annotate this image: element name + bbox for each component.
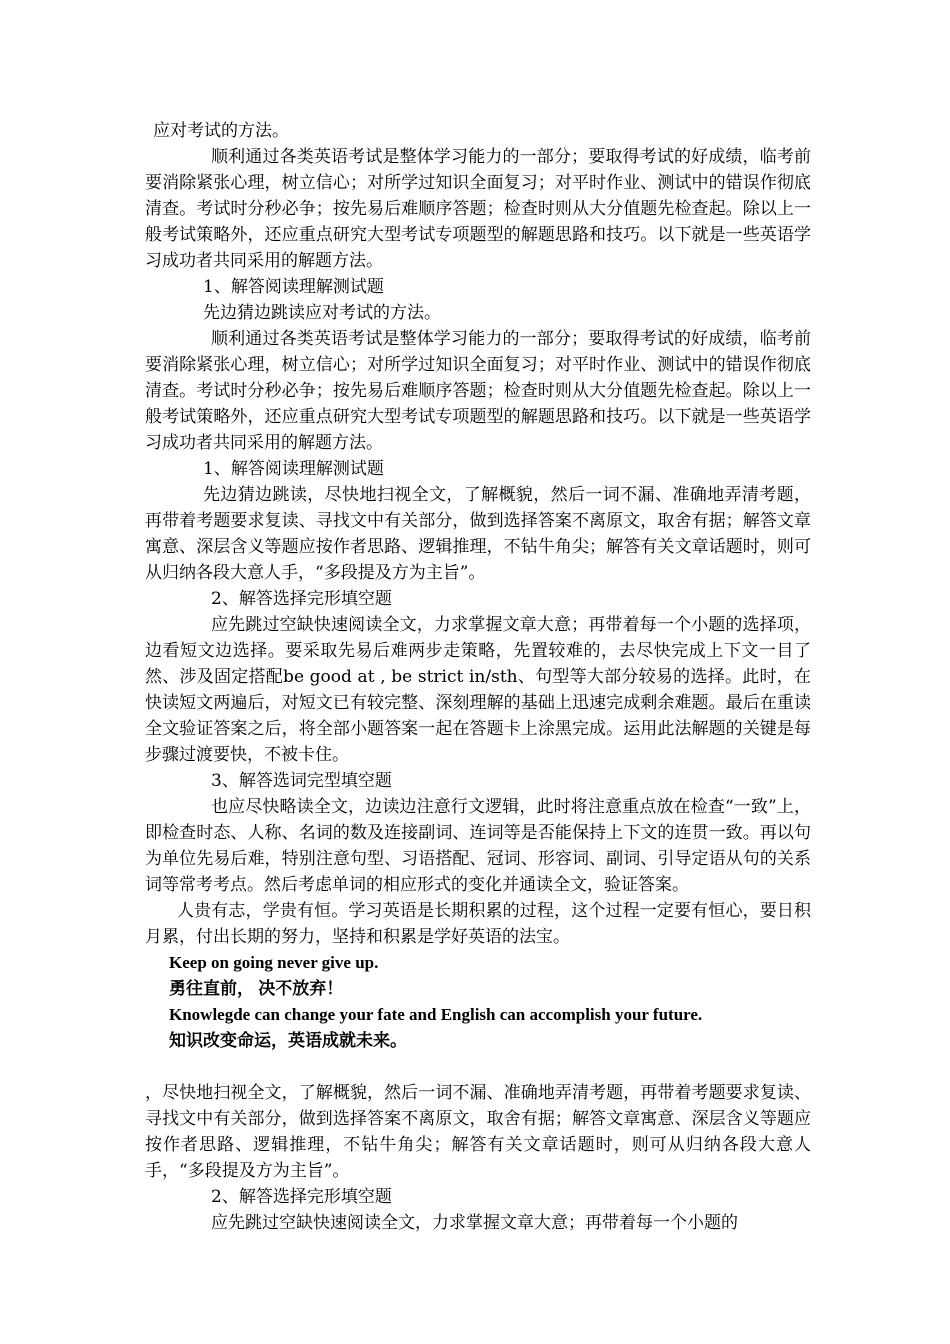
paragraph-9: 应先跳过空缺快速阅读全文，力求掌握文章大意；再带着每一个小题的选择项，边看短文边选择。要采取先易后难两步走策略，先置较难的，去尽快完成上下文一目了然、涉及固定搭配be good at , be strict in/sth、句型等大部分较易的选择。此时，在快读短文两遍后，对短文已有较完整、深刻理解的基础上迅速完成剩余难题。最后在重读全文验证答案之后，将全部小题答案一起在答题卡上涂黑完成。运用此法解题的关键是每步骤过渡要快，不被卡住。 (145, 615, 811, 765)
paragraph-15: 应先跳过空缺快速阅读全文，力求掌握文章大意；再带着每一个小题的 (211, 1213, 738, 1233)
paragraph-1: 应对考试的方法。 (153, 121, 289, 141)
heading-reading-2: 1、解答阅读理解测试题 (203, 459, 384, 479)
motto-chinese-1: 勇往直前， 决不放弃！ (169, 979, 344, 998)
paragraph-4: 先边猜边跳读应对考试的方法。 (203, 303, 441, 323)
paragraph-2: 顺利通过各类英语考试是整体学习能力的一部分；要取得考试的好成绩，临考前要消除紧张心理，树立信心；对所学过知识全面复习；对平时作业、测试中的错误作彻底清查。考试时分秒必争；按先易后难顺序答题；检查时则从大分值题先检查起。除以上一般考试策略外，还应重点研究大型考试专项题型的解题思路和技巧。以下就是一些英语学习成功者共同采用的解题方法。 (145, 147, 811, 271)
motto-english-2: Knowlegde can change your fate and English can accomplish your future. (169, 1005, 703, 1024)
heading-reading: 1、解答阅读理解测试题 (203, 277, 384, 297)
paragraph-13: ，尽快地扫视全文，了解概貌，然后一词不漏、准确地弄清考题，再带着考题要求复读、寻找文中有关部分，做到选择答案不离原文，取舍有据；解答文章寓意、深层含义等题应按作者思路、逻辑推理，不钻牛角尖；解答有关文章话题时，则可从归纳各段大意人手，“多段提及方为主旨”。 (145, 1083, 811, 1181)
paragraph-12: 人贵有志，学贵有恒。学习英语是长期积累的过程，这个过程一定要有恒心，要日积月累，付出长期的努力，坚持和积累是学好英语的法宝。 (145, 901, 811, 947)
paragraph-11: 也应尽快略读全文，边读边注意行文逻辑，此时将注意重点放在检查“一致”上，即检查时态、人称、名词的数及连接副词、连词等是否能保持上下文的连贯一致。再以句为单位先易后难，特别注意句型、习语搭配、冠词、形容词、副词、引导定语从句的关系词等常考考点。然后考虑单词的相应形式的变化并通读全文，验证答案。 (145, 797, 811, 895)
motto-chinese-2: 知识改变命运，英语成就未来。 (169, 1031, 407, 1050)
blank-line (145, 1054, 811, 1080)
heading-word-cloze: 3、解答选词完型填空题 (211, 771, 392, 791)
paragraph-7: 先边猜边跳读，尽快地扫视全文，了解概貌，然后一词不漏、准确地弄清考题，再带着考题要求复读、寻找文中有关部分，做到选择答案不离原文，取舍有据；解答文章寓意、深层含义等题应按作者思路、逻辑推理，不钻牛角尖；解答有关文章话题时，则可从归纳各段大意人手，“多段提及方为主旨”。 (145, 485, 811, 583)
document-body (145, 118, 811, 1236)
motto-english-1: Keep on going never give up. (169, 953, 379, 972)
heading-cloze: 2、解答选择完形填空题 (211, 589, 392, 609)
paragraph-5: 顺利通过各类英语考试是整体学习能力的一部分；要取得考试的好成绩，临考前要消除紧张心理，树立信心；对所学过知识全面复习；对平时作业、测试中的错误作彻底清查。考试时分秒必争；按先易后难顺序答题；检查时则从大分值题先检查起。除以上一般考试策略外，还应重点研究大型考试专项题型的解题思路和技巧。以下就是一些英语学习成功者共同采用的解题方法。 (145, 329, 811, 453)
heading-cloze-2: 2、解答选择完形填空题 (211, 1187, 392, 1207)
